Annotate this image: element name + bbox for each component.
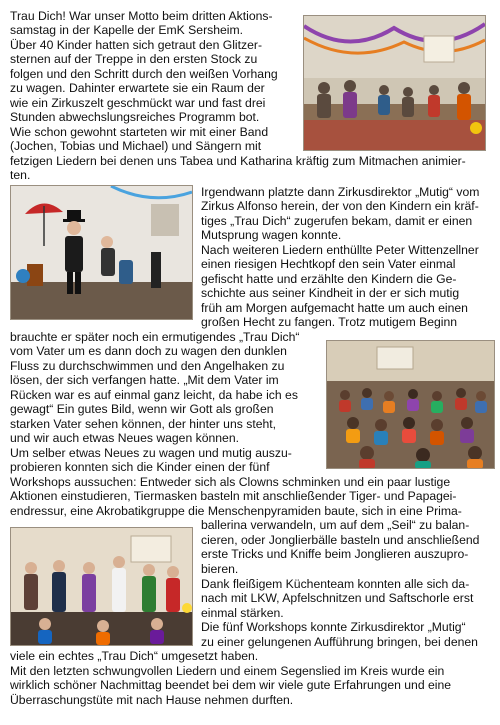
article-line: viele ein echtes „Trau Dich“ umgesetzt haben. [10,649,259,663]
article-line: probieren konnten sich die Kinder einen der fünf [10,460,270,474]
article-line: Die fünf Workshops konnte Zirkusdirektor „Mutig“ [201,620,466,634]
article-line: tiges „Trau Dich“ zugerufen bekam, damit er einen [201,214,473,228]
article-line: großen Hecht zu fangen. Trotz mutigem Beginn [201,315,458,329]
article-line: Aktionen einstudieren, Tiermasken basteln mit anschließender Tiger- und Papagei- [10,489,457,503]
article-line: starken Vater sehen können, der hinter uns steht, [10,417,277,431]
article-line: gewagt“ Ein gutes Bild, wenn wir Gott als großen [10,402,274,416]
article-line: Zirkus Alfonso herein, der von den Kindern ein kräf- [201,199,479,213]
article-line: erste Tricks und Kniffe beim Jonglieren auszupro- [201,547,469,561]
article-line: Wie schon gewohnt starteten wir mit einer Band [10,125,269,139]
article-line: lösen, der sich verfangen hatte. „Mit dem Vater im [10,373,279,387]
article-line: wie ein Zirkuszelt geschmückt war und fast drei [10,96,266,110]
photo-chapel-children-image [304,16,485,150]
photo-circus-director-image [11,186,192,319]
article-line: Mutsprung wagen konnte. [201,228,342,242]
article-line: brauchte er später noch ein ermutigendes „Trau Dich“ [10,330,300,344]
article-line: Workshops aussuchen: Entweder sich als Clowns schminken und ein paar lustige [10,475,451,489]
article-line: Nach weiteren Liedern enthüllte Peter Wittenzellner [201,243,479,257]
article-line: sternen auf der Treppe in den ersten Stock zu [10,52,258,66]
photo-workshop-group [10,527,193,646]
article-line: früh am Morgen aufgemacht hatte um auch einen [201,301,468,315]
article-line: fetzigen Liedern bei denen uns Tabea und Katharina kräftig zum Mitmachen animier- [10,154,466,168]
article-line: Überraschungstüte mit nach Hause nehmen durften. [10,693,294,707]
article-line: Stunden abwechslungsreiches Programm bot. [10,110,260,124]
article-line: nach mit LKW, Apfelschnitzen und Saftschorle erst [201,591,474,605]
article-line: Fluss zu durchschwimmen und den Angelhaken zu [10,359,285,373]
article-line: cieren, oder Jonglierbälle basteln und anschließend [201,533,480,547]
article-line: vom Vater um es dann doch zu wagen den dunklen [10,344,287,358]
photo-workshop-group-image [11,528,192,645]
article-line: Dank fleißigem Küchenteam konnten alle sich da- [201,577,470,591]
photo-seated-audience [326,340,495,469]
article-line: (Jochen, Tobias und Michael) und Sängern mit [10,139,262,153]
article-line: ballerina verwandeln, um auf dem „Seil“ zu balan- [201,518,470,532]
article-line: bieren. [201,562,239,576]
article-line: und wir auch etwas Neues wagen können. [10,431,239,445]
article-line: einmal stärken. [201,606,284,620]
article-line: schichte aus seiner Kindheit in der er sich mutig [201,286,460,300]
article-line: samstag in der Kapelle der EmK Sersheim. [10,23,244,37]
photo-chapel-children [303,15,486,151]
article-line: Rücken war es auf einmal ganz leicht, da habe ich es [10,388,298,402]
article-line: wirklich schöner Nachmittag beendet bei dem wir viele gute Erfahrungen und eine [10,678,452,692]
article-line: Mit den letzten schwungvollen Liedern und einem Segenslied im Kreis wurde ein [10,664,445,678]
photo-seated-audience-image [327,341,494,468]
article-line: zu wagen. Dahinter erwartete sie ein Raum der [10,81,265,95]
article-line: Trau Dich! War unser Motto beim dritten Aktions- [10,9,273,23]
article-line: folgen und den Schritt durch den weißen Vorhang [10,67,278,81]
article-line: Irgendwann platzte dann Zirkusdirektor „Mutig“ vom [201,185,480,199]
article-line: einen riesigen Hechtkopf den sein Vater einmal [201,257,456,271]
photo-circus-director [10,185,193,320]
article-line: gefischt hatte und erzählte den Kindern die Ge- [201,272,457,286]
article-line: Über 40 Kinder hatten sich getraut den Glitzer- [10,38,263,52]
article-line: endressur, eine Akrobatikgruppe die Menschenpyramiden baute, sich in eine Prima- [10,504,462,518]
article-line: Um selber etwas Neues zu wagen und mutig auszu- [10,446,292,460]
article-line: ten. [10,168,31,182]
article-line: zu einer gelungenen Aufführung bringen, bei denen [201,635,478,649]
